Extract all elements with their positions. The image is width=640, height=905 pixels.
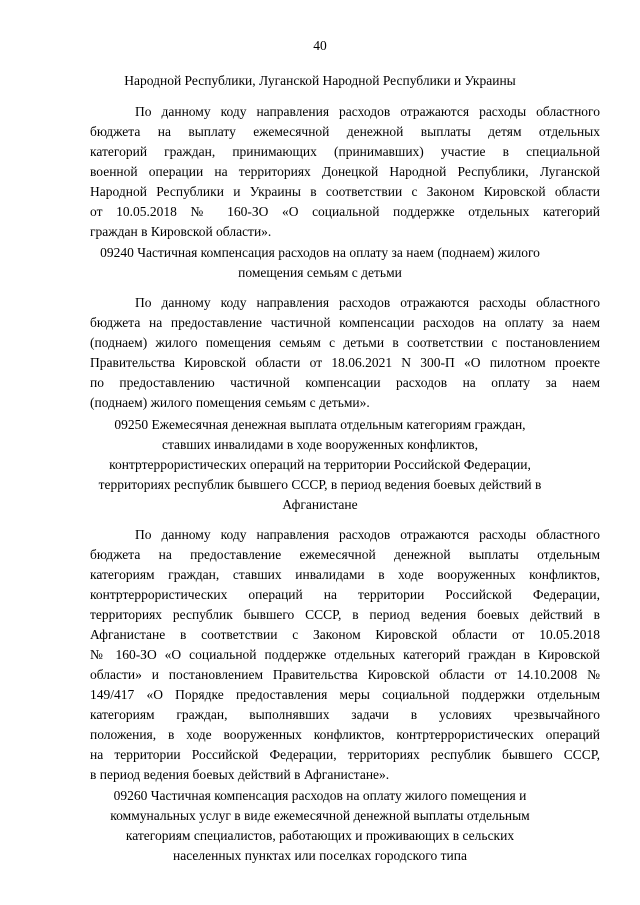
section-heading-line: категориям специалистов, работающих и проживающих в сельских bbox=[125, 828, 515, 843]
text-line: в период ведения боевых действий в Афганистане». bbox=[90, 767, 390, 782]
text-line: Народной Республики и Украины в соответствии с Законом Кировской области bbox=[90, 184, 600, 199]
page-number: 40 bbox=[313, 38, 327, 53]
section-heading-line: 09260 Частичная компенсация расходов на оплату жилого помещения и bbox=[113, 788, 527, 803]
section-heading-line: населенных пунктах или поселках городского типа bbox=[173, 848, 467, 863]
section-heading-line: 09240 Частичная компенсация расходов на оплату за наем (поднаем) жилого bbox=[100, 245, 540, 260]
text-line: (поднаем) жилого помещения семьям с детьми». bbox=[90, 395, 370, 410]
text-line: Народной Республики, Луганской Народной Республики и Украины bbox=[124, 73, 516, 88]
text-line: категориям граждан, ставших инвалидами в ходе вооруженных конфликтов, bbox=[90, 567, 600, 582]
text-line: бюджета на выплату ежемесячной денежной выплаты детям отдельных bbox=[90, 124, 600, 139]
text-line: категориям граждан, выполнявших задачи в условиях чрезвычайного bbox=[90, 707, 600, 722]
text-line: контртеррористических операций на территории Российской Федерации, bbox=[90, 587, 600, 602]
text-line: По данному коду направления расходов отражаются расходы областного bbox=[135, 295, 600, 310]
text-line: бюджета на предоставление частичной компенсации расходов на оплату за наем bbox=[90, 315, 600, 330]
text-line: на территории Российской Федерации, территориях республик бывшего СССР, bbox=[90, 747, 600, 762]
text-line: Афганистане в соответствии с Законом Кировской области от 10.05.2018 bbox=[90, 627, 600, 642]
text-line: Правительства Кировской области от 18.06.2021 N 300-П «О пилотном проекте bbox=[90, 355, 600, 370]
section-heading-line: контртеррористических операций на территории Российской Федерации, bbox=[109, 457, 531, 472]
text-line: положения, в ходе вооруженных конфликтов, контртеррористических операций bbox=[90, 727, 600, 742]
section-heading-line: ставших инвалидами в ходе вооруженных конфликтов, bbox=[161, 437, 478, 452]
text-line: 149/417 «О Порядке предоставления меры социальной поддержки отдельным bbox=[90, 687, 600, 702]
section-heading-line: территориях республик бывшего СССР, в период ведения боевых действий в bbox=[98, 477, 542, 492]
text-line: области» и постановлением Правительства Кировской области от 14.10.2008 № bbox=[90, 667, 600, 682]
text-line: от 10.05.2018 № 160-ЗО «О социальной поддержке отдельных категорий bbox=[90, 204, 600, 219]
section-heading-line: помещения семьям с детьми bbox=[238, 265, 402, 280]
text-line: № 160-ЗО «О социальной поддержке отдельных категорий граждан в Кировской bbox=[90, 647, 600, 662]
text-line: (поднаем) жилого помещения семьям с детьми в соответствии с постановлением bbox=[90, 335, 600, 350]
text-line: военной операции на территориях Донецкой Народной Республики, Луганской bbox=[90, 164, 600, 179]
text-line: граждан в Кировской области». bbox=[90, 224, 272, 239]
text-line: бюджета на предоставление ежемесячной денежной выплаты отдельным bbox=[90, 547, 600, 562]
text-line: По данному коду направления расходов отражаются расходы областного bbox=[135, 527, 600, 542]
section-heading-line: коммунальных услуг в виде ежемесячной денежной выплаты отдельным bbox=[110, 808, 530, 823]
text-line: территориях республик бывшего СССР, в период ведения боевых действий в bbox=[90, 607, 600, 622]
text-line: По данному коду направления расходов отражаются расходы областного bbox=[135, 104, 600, 119]
section-heading-line: Афганистане bbox=[282, 497, 358, 512]
text-line: по предоставлению частичной компенсации расходов на оплату за наем bbox=[90, 375, 600, 390]
section-heading-line: 09250 Ежемесячная денежная выплата отдельным категориям граждан, bbox=[114, 417, 526, 432]
text-line: категорий граждан, принимающих (принимавших) участие в специальной bbox=[90, 144, 600, 159]
